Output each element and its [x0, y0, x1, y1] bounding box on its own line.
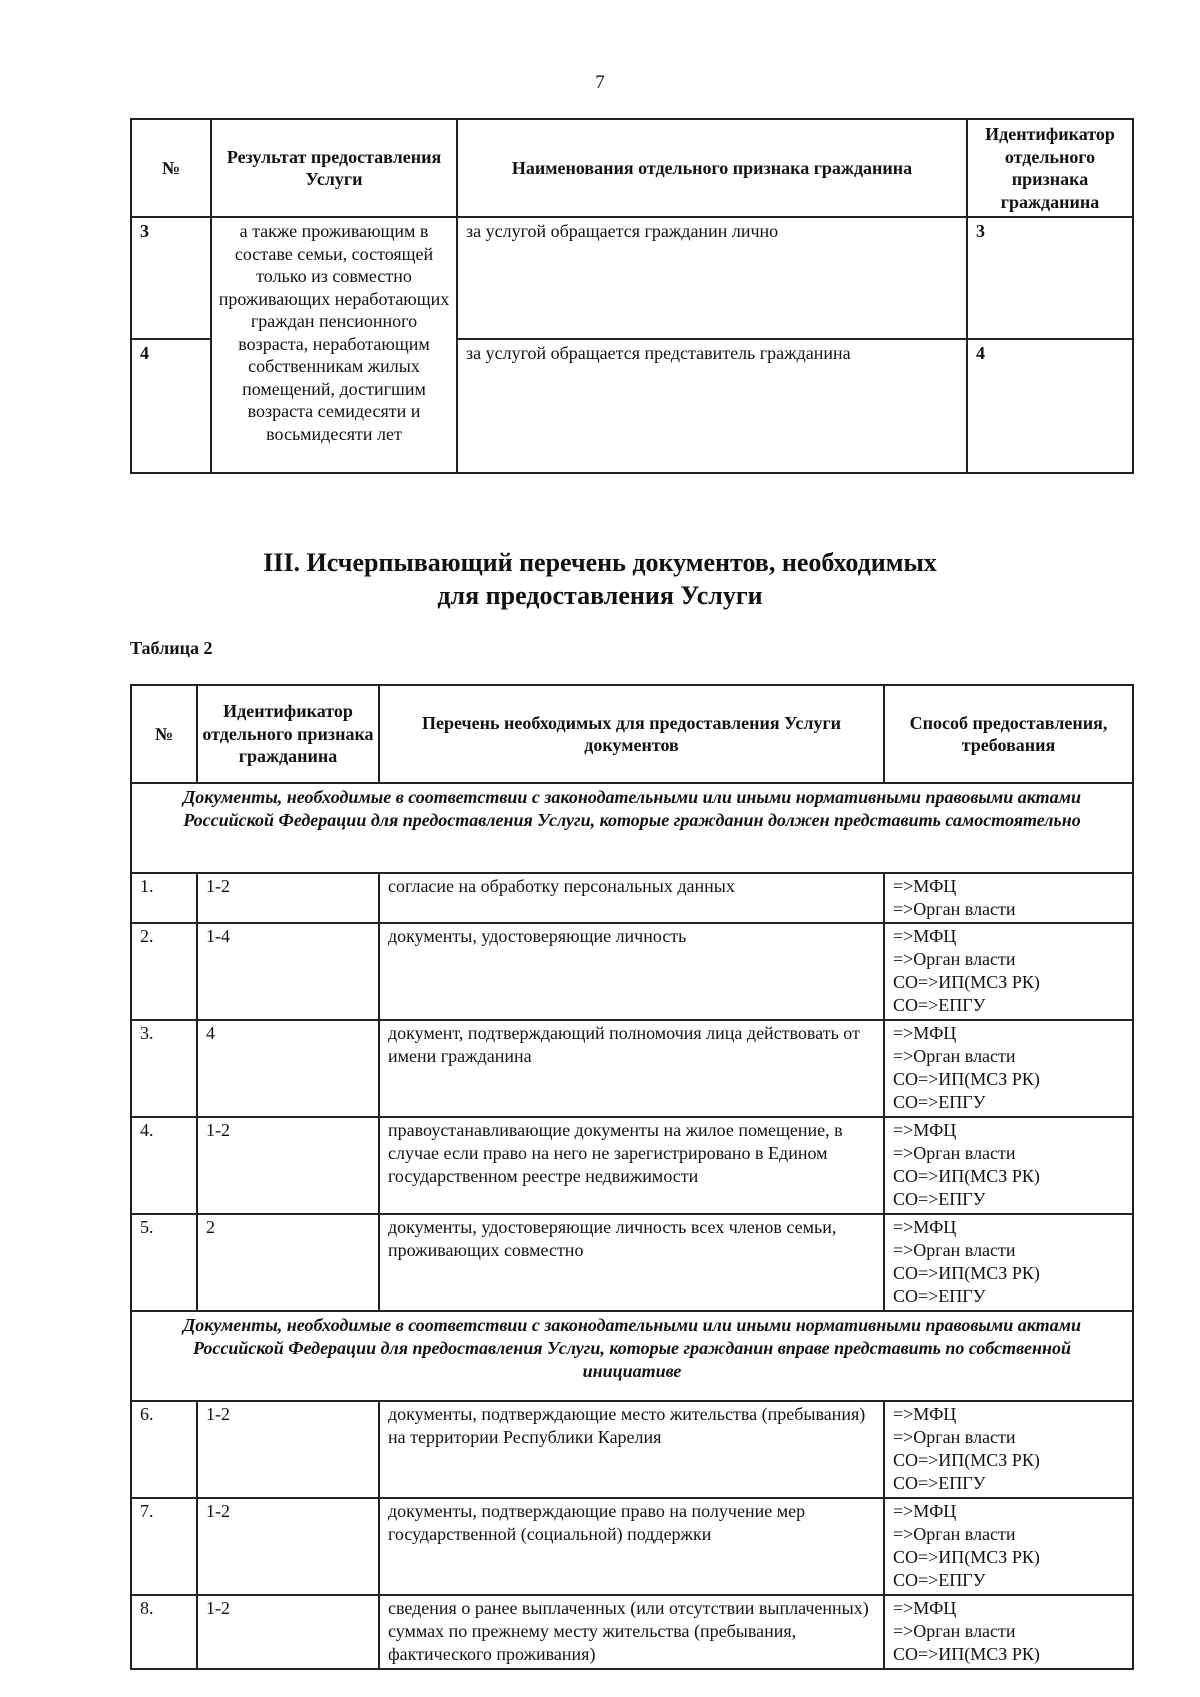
method-line: СО=>ИП(МСЗ РК): [893, 1166, 1040, 1186]
row-name: за услугой обращается гражданин лично: [457, 217, 967, 339]
header-ident: Идентификатор отдельного признака гражданина: [967, 119, 1133, 217]
row-ident: 1-2: [197, 1498, 379, 1595]
table-2: [130, 684, 1134, 1670]
row-name: за услугой обращается представитель гражданина: [457, 339, 967, 473]
header-num: №: [131, 119, 211, 217]
table-2-header-row: [131, 685, 1133, 783]
row-doc: документ, подтверждающий полномочия лица действовать от имени гражданина: [379, 1020, 884, 1117]
row-ident: 1-4: [197, 923, 379, 1020]
merged-result-cell: а также проживающим в составе семьи, состоящей только из совместно проживающих неработающих граждан пенсионного возраста, неработающим собственникам жилых помещений, достигшим возраста семидесяти и восьмидесяти лет: [211, 217, 457, 473]
section-title-line-2: для предоставления Услуги: [437, 581, 763, 610]
group-heading-1: Документы, необходимые в соответствии с законодательными или иными нормативными правовыми актами Российской Федерации для предоставления Услуги, которые гражданин должен представить самостоятельно: [131, 783, 1133, 873]
row-doc: документы, удостоверяющие личность всех членов семьи, проживающих совместно: [379, 1214, 884, 1311]
row-ident: 4: [197, 1020, 379, 1117]
row-methods: [884, 923, 1133, 1020]
header-result: Результат предоставления Услуги: [211, 119, 457, 217]
table-row: [131, 1401, 1133, 1498]
header-name: Наименования отдельного признака гражданина: [457, 119, 967, 217]
row-num: 7.: [131, 1498, 197, 1595]
group-row-2: [131, 1311, 1133, 1401]
row-methods: [884, 1214, 1133, 1311]
method-line: =>Орган власти: [893, 1046, 1016, 1066]
row-doc: согласие на обработку персональных данных: [379, 873, 884, 923]
method-line: =>МФЦ: [893, 1120, 957, 1140]
row-methods: [884, 1498, 1133, 1595]
row-num: 8.: [131, 1595, 197, 1669]
method-line: СО=>ЕПГУ: [893, 1092, 986, 1112]
table-row: [131, 1020, 1133, 1117]
method-line: =>Орган власти: [893, 899, 1016, 919]
table-row: [131, 1595, 1133, 1669]
row-num: 3.: [131, 1020, 197, 1117]
group-1-rows: [131, 873, 1133, 1311]
method-line: =>Орган власти: [893, 1240, 1016, 1260]
row-num: 5.: [131, 1214, 197, 1311]
page-number: 7: [595, 72, 605, 93]
method-line: =>Орган власти: [893, 1143, 1016, 1163]
header-docs: Перечень необходимых для предоставления Услуги документов: [379, 685, 884, 783]
row-num: 6.: [131, 1401, 197, 1498]
row-num: 2.: [131, 923, 197, 1020]
header-num: №: [131, 685, 197, 783]
row-doc: документы, удостоверяющие личность: [379, 923, 884, 1020]
group-2-rows: [131, 1401, 1133, 1669]
row-doc: сведения о ранее выплаченных (или отсутствии выплаченных) суммах по прежнему месту жительства (пребывания, фактического проживания): [379, 1595, 884, 1669]
row-ident: 4: [967, 339, 1133, 473]
row-num: 1.: [131, 873, 197, 923]
method-line: =>Орган власти: [893, 1524, 1016, 1544]
method-line: =>Орган власти: [893, 1427, 1016, 1447]
group-heading-2: Документы, необходимые в соответствии с законодательными или иными нормативными правовыми актами Российской Федерации для предоставления Услуги, которые гражданин вправе представить по собственной инициативе: [131, 1311, 1133, 1401]
method-line: СО=>ИП(МСЗ РК): [893, 1547, 1040, 1567]
method-line: СО=>ЕПГУ: [893, 1473, 986, 1493]
method-line: СО=>ИП(МСЗ РК): [893, 1644, 1040, 1664]
method-line: СО=>ЕПГУ: [893, 1286, 986, 1306]
row-ident: 2: [197, 1214, 379, 1311]
row-ident: 1-2: [197, 1117, 379, 1214]
table-row: [131, 1498, 1133, 1595]
row-ident: 3: [967, 217, 1133, 339]
method-line: =>Орган власти: [893, 1621, 1016, 1641]
method-line: =>Орган власти: [893, 949, 1016, 969]
row-num: 4: [131, 339, 211, 473]
method-line: =>МФЦ: [893, 1501, 957, 1521]
method-line: СО=>ИП(МСЗ РК): [893, 1069, 1040, 1089]
header-method: Способ предоставления, требования: [884, 685, 1133, 783]
method-line: СО=>ЕПГУ: [893, 995, 986, 1015]
row-ident: 1-2: [197, 1401, 379, 1498]
row-methods: [884, 1117, 1133, 1214]
method-line: СО=>ИП(МСЗ РК): [893, 972, 1040, 992]
method-line: СО=>ИП(МСЗ РК): [893, 1450, 1040, 1470]
header-ident: Идентификатор отдельного признака гражданина: [197, 685, 379, 783]
table-row: [131, 873, 1133, 923]
method-line: =>МФЦ: [893, 1217, 957, 1237]
group-row-1: [131, 783, 1133, 873]
row-ident: 1-2: [197, 1595, 379, 1669]
row-methods: [884, 1020, 1133, 1117]
table-1: [130, 118, 1134, 474]
method-line: =>МФЦ: [893, 876, 957, 896]
method-line: =>МФЦ: [893, 1598, 957, 1618]
table-1-header-row: [131, 119, 1133, 217]
row-num: 3: [131, 217, 211, 339]
table-row: [131, 217, 1133, 339]
row-doc: документы, подтверждающие место жительства (пребывания) на территории Республики Карелия: [379, 1401, 884, 1498]
method-line: =>МФЦ: [893, 926, 957, 946]
row-ident: 1-2: [197, 873, 379, 923]
section-title: [0, 546, 1200, 612]
table-row: [131, 923, 1133, 1020]
row-methods: [884, 1401, 1133, 1498]
section-title-line-1: III. Исчерпывающий перечень документов, необходимых: [263, 548, 937, 577]
row-methods: [884, 1595, 1133, 1669]
table-row: [131, 1214, 1133, 1311]
method-line: =>МФЦ: [893, 1023, 957, 1043]
method-line: СО=>ЕПГУ: [893, 1570, 986, 1590]
method-line: =>МФЦ: [893, 1404, 957, 1424]
row-num: 4.: [131, 1117, 197, 1214]
method-line: СО=>ЕПГУ: [893, 1189, 986, 1209]
table-row: [131, 1117, 1133, 1214]
table-caption: Таблица 2: [130, 638, 213, 658]
method-line: СО=>ИП(МСЗ РК): [893, 1263, 1040, 1283]
row-methods: [884, 873, 1133, 923]
row-doc: документы, подтверждающие право на получение мер государственной (социальной) поддержки: [379, 1498, 884, 1595]
row-doc: правоустанавливающие документы на жилое помещение, в случае если право на него не зарегистрировано в Едином государственном реестре недвижимости: [379, 1117, 884, 1214]
